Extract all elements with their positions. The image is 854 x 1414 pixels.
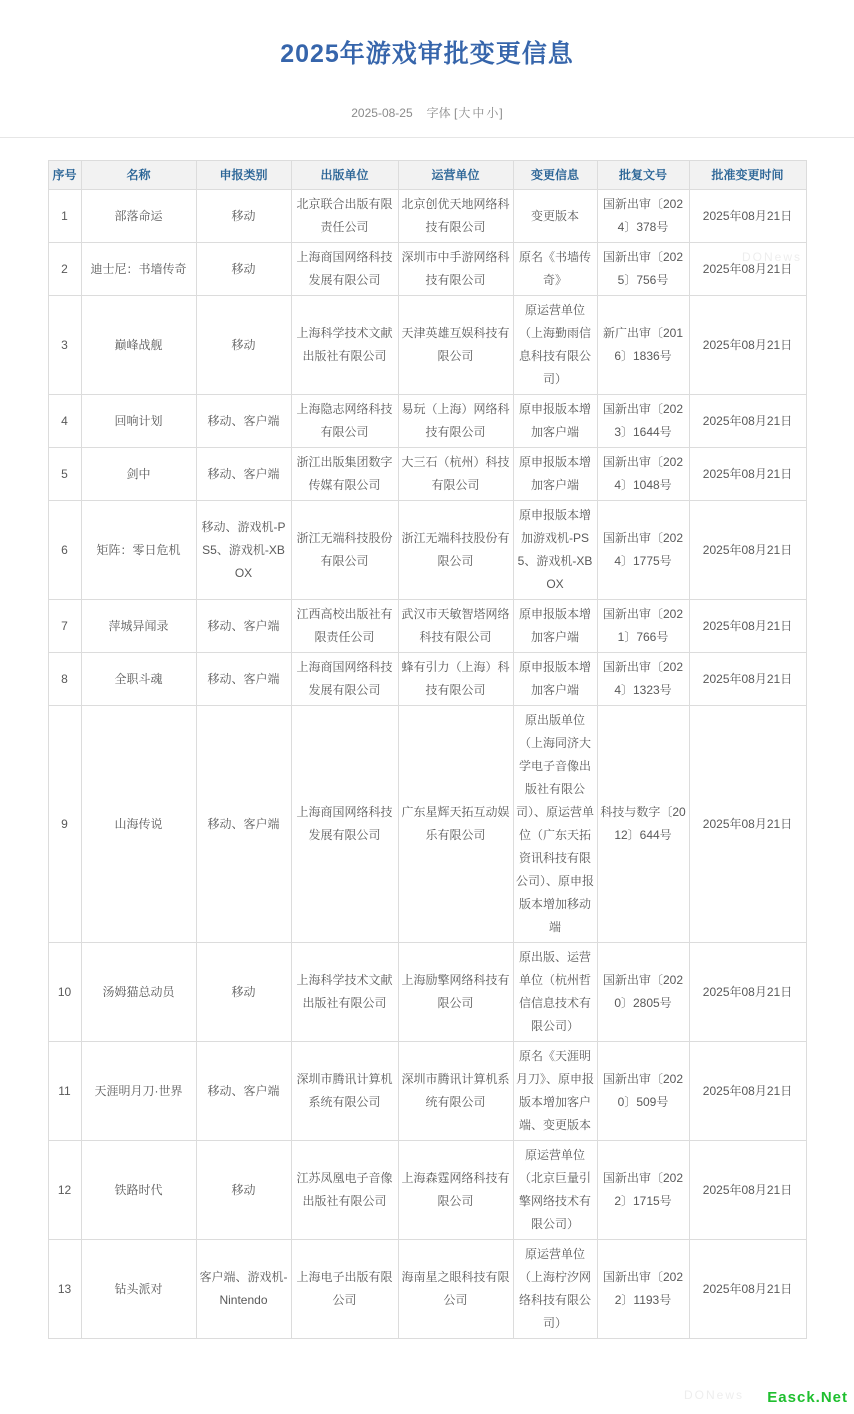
table-row — [48, 1141, 806, 1240]
table-cell: 变更版本 — [513, 190, 597, 243]
column-header: 批准变更时间 — [689, 161, 806, 190]
table-cell: 上海商国网络科技发展有限公司 — [291, 653, 398, 706]
table-cell: 2025年08月21日 — [689, 943, 806, 1042]
table-cell: 浙江出版集团数字传媒有限公司 — [291, 448, 398, 501]
font-size-medium-link[interactable]: 中 — [472, 106, 485, 120]
table-cell: 铁路时代 — [81, 1141, 196, 1240]
meta-bar — [0, 104, 854, 121]
table-row — [48, 1240, 806, 1339]
table-cell: 客户端、游戏机-Nintendo — [196, 1240, 291, 1339]
table-cell: 国新出审〔2025〕756号 — [597, 243, 689, 296]
table-cell: 天津英雄互娱科技有限公司 — [398, 296, 513, 395]
table-cell: 上海电子出版有限公司 — [291, 1240, 398, 1339]
table-cell: 1 — [48, 190, 81, 243]
table-cell: 山海传说 — [81, 706, 196, 943]
table-cell: 13 — [48, 1240, 81, 1339]
table-cell: 北京创优天地网络科技有限公司 — [398, 190, 513, 243]
table-cell: 2025年08月21日 — [689, 653, 806, 706]
table-cell: 江苏凤凰电子音像出版社有限公司 — [291, 1141, 398, 1240]
font-bracket-open: [ — [454, 106, 458, 120]
table-cell: 深圳市腾讯计算机系统有限公司 — [291, 1042, 398, 1141]
table-cell: 10 — [48, 943, 81, 1042]
table-cell: 2025年08月21日 — [689, 448, 806, 501]
table-cell: 原申报版本增加客户端 — [513, 395, 597, 448]
page-title: 2025年游戏审批变更信息 — [280, 40, 574, 68]
table-cell: 大三石（杭州）科技有限公司 — [398, 448, 513, 501]
table-cell: 2025年08月21日 — [689, 395, 806, 448]
table-cell: 8 — [48, 653, 81, 706]
table-cell: 国新出审〔2021〕766号 — [597, 600, 689, 653]
table-cell: 国新出审〔2022〕1715号 — [597, 1141, 689, 1240]
table-cell: 移动 — [196, 296, 291, 395]
table-cell: 矩阵：零日危机 — [81, 501, 196, 600]
table-cell: 原名《天涯明月刀》、原申报版本增加客户端、变更版本 — [513, 1042, 597, 1141]
font-size-label: 字体 — [426, 106, 451, 120]
table-cell: 2025年08月21日 — [689, 501, 806, 600]
table-cell: 2025年08月21日 — [689, 1141, 806, 1240]
approval-table — [48, 160, 807, 1339]
divider — [0, 137, 854, 138]
table-cell: 浙江无端科技股份有限公司 — [398, 501, 513, 600]
table-cell: 钻头派对 — [81, 1240, 196, 1339]
table-cell: 上海励擎网络科技有限公司 — [398, 943, 513, 1042]
table-cell: 广东星辉天拓互动娱乐有限公司 — [398, 706, 513, 943]
font-size-large-link[interactable]: 大 — [458, 106, 471, 120]
table-cell: 4 — [48, 395, 81, 448]
table-row — [48, 448, 806, 501]
table-cell: 科技与数字〔2012〕644号 — [597, 706, 689, 943]
table-row — [48, 653, 806, 706]
table-cell: 原申报版本增加游戏机-PS5、游戏机-XBOX — [513, 501, 597, 600]
table-cell: 江西高校出版社有限责任公司 — [291, 600, 398, 653]
table-row — [48, 395, 806, 448]
table-cell: 回响计划 — [81, 395, 196, 448]
table-cell: 武汉市天敏智塔网络科技有限公司 — [398, 600, 513, 653]
table-cell: 海南星之眼科技有限公司 — [398, 1240, 513, 1339]
table-cell: 原申报版本增加客户端 — [513, 600, 597, 653]
table-cell: 上海商国网络科技发展有限公司 — [291, 706, 398, 943]
table-cell: 11 — [48, 1042, 81, 1141]
table-row — [48, 243, 806, 296]
table-cell: 2025年08月21日 — [689, 1240, 806, 1339]
table-cell: 国新出审〔2024〕1775号 — [597, 501, 689, 600]
table-cell: 国新出审〔2024〕378号 — [597, 190, 689, 243]
table-cell: 国新出审〔2024〕1323号 — [597, 653, 689, 706]
table-row — [48, 706, 806, 943]
table-cell: 原出版单位（上海同济大学电子音像出版社有限公司）、原运营单位（广东天拓资讯科技有限公司）、原申报版本增加移动端 — [513, 706, 597, 943]
table-cell: 2025年08月21日 — [689, 243, 806, 296]
table-cell: 国新出审〔2020〕509号 — [597, 1042, 689, 1141]
watermark-easck: Easck.Net — [767, 1389, 848, 1406]
table-cell: 原运营单位（上海勤雨信息科技有限公司） — [513, 296, 597, 395]
table-cell: 2 — [48, 243, 81, 296]
table-cell: 3 — [48, 296, 81, 395]
table-row — [48, 501, 806, 600]
table-cell: 原申报版本增加客户端 — [513, 448, 597, 501]
table-cell: 汤姆猫总动员 — [81, 943, 196, 1042]
table-cell: 浙江无端科技股份有限公司 — [291, 501, 398, 600]
table-cell: 2025年08月21日 — [689, 600, 806, 653]
table-cell: 北京联合出版有限责任公司 — [291, 190, 398, 243]
table-cell: 迪士尼：书墙传奇 — [81, 243, 196, 296]
table-cell: 6 — [48, 501, 81, 600]
table-cell: 上海科学技术文献出版社有限公司 — [291, 943, 398, 1042]
table-cell: 巅峰战舰 — [81, 296, 196, 395]
table-cell: 5 — [48, 448, 81, 501]
table-cell: 易玩（上海）网络科技有限公司 — [398, 395, 513, 448]
table-body — [48, 190, 806, 1339]
table-row — [48, 296, 806, 395]
table-cell: 上海科学技术文献出版社有限公司 — [291, 296, 398, 395]
table-cell: 移动、客户端 — [196, 600, 291, 653]
table-cell: 原运营单位（北京巨量引擎网络技术有限公司） — [513, 1141, 597, 1240]
table-cell: 移动、客户端 — [196, 706, 291, 943]
table-cell: 移动、游戏机-PS5、游戏机-XBOX — [196, 501, 291, 600]
table-cell: 部落命运 — [81, 190, 196, 243]
table-cell: 移动 — [196, 1141, 291, 1240]
table-cell: 原名《书墙传奇》 — [513, 243, 597, 296]
font-size-small-link[interactable]: 小 — [486, 106, 499, 120]
column-header: 变更信息 — [513, 161, 597, 190]
watermark-donews-bottom: DONews — [683, 1388, 744, 1402]
font-bracket-close: ] — [499, 106, 503, 120]
column-header: 批复文号 — [597, 161, 689, 190]
column-header: 运营单位 — [398, 161, 513, 190]
column-header: 出版单位 — [291, 161, 398, 190]
table-cell: 原出版、运营单位（杭州哲信信息技术有限公司） — [513, 943, 597, 1042]
table-cell: 移动、客户端 — [196, 1042, 291, 1141]
table-cell: 上海隐志网络科技有限公司 — [291, 395, 398, 448]
table-cell: 移动 — [196, 190, 291, 243]
table-row — [48, 600, 806, 653]
table-cell: 上海商国网络科技发展有限公司 — [291, 243, 398, 296]
table-row — [48, 1042, 806, 1141]
table-cell: 2025年08月21日 — [689, 190, 806, 243]
table-cell: 萍城异闻录 — [81, 600, 196, 653]
table-cell: 新广出审〔2016〕1836号 — [597, 296, 689, 395]
column-header: 序号 — [48, 161, 81, 190]
table-cell: 移动、客户端 — [196, 653, 291, 706]
table-cell: 国新出审〔2023〕1644号 — [597, 395, 689, 448]
table-cell: 蜂有引力（上海）科技有限公司 — [398, 653, 513, 706]
table-cell: 深圳市中手游网络科技有限公司 — [398, 243, 513, 296]
publish-date: 2025-08-25 — [351, 106, 413, 120]
table-cell: 移动、客户端 — [196, 448, 291, 501]
table-cell: 全职斗魂 — [81, 653, 196, 706]
column-header: 申报类别 — [196, 161, 291, 190]
table-cell: 7 — [48, 600, 81, 653]
table-cell: 12 — [48, 1141, 81, 1240]
table-cell: 移动 — [196, 243, 291, 296]
table-cell: 上海森霆网络科技有限公司 — [398, 1141, 513, 1240]
table-cell: 移动、客户端 — [196, 395, 291, 448]
table-cell: 9 — [48, 706, 81, 943]
table-cell: 2025年08月21日 — [689, 706, 806, 943]
table-cell: 2025年08月21日 — [689, 296, 806, 395]
table-cell: 移动 — [196, 943, 291, 1042]
table-cell: 原申报版本增加客户端 — [513, 653, 597, 706]
table-cell: 国新出审〔2024〕1048号 — [597, 448, 689, 501]
table-row — [48, 190, 806, 243]
column-header: 名称 — [81, 161, 196, 190]
table-cell: 深圳市腾讯计算机系统有限公司 — [398, 1042, 513, 1141]
table-header-row — [48, 161, 806, 190]
table-cell: 原运营单位（上海柠汐网络科技有限公司） — [513, 1240, 597, 1339]
table-cell: 国新出审〔2022〕1193号 — [597, 1240, 689, 1339]
table-cell: 剑中 — [81, 448, 196, 501]
table-cell: 国新出审〔2020〕2805号 — [597, 943, 689, 1042]
table-cell: 2025年08月21日 — [689, 1042, 806, 1141]
table-cell: 天涯明月刀·世界 — [81, 1042, 196, 1141]
watermark-donews-top: DONews — [741, 250, 802, 264]
table-row — [48, 943, 806, 1042]
